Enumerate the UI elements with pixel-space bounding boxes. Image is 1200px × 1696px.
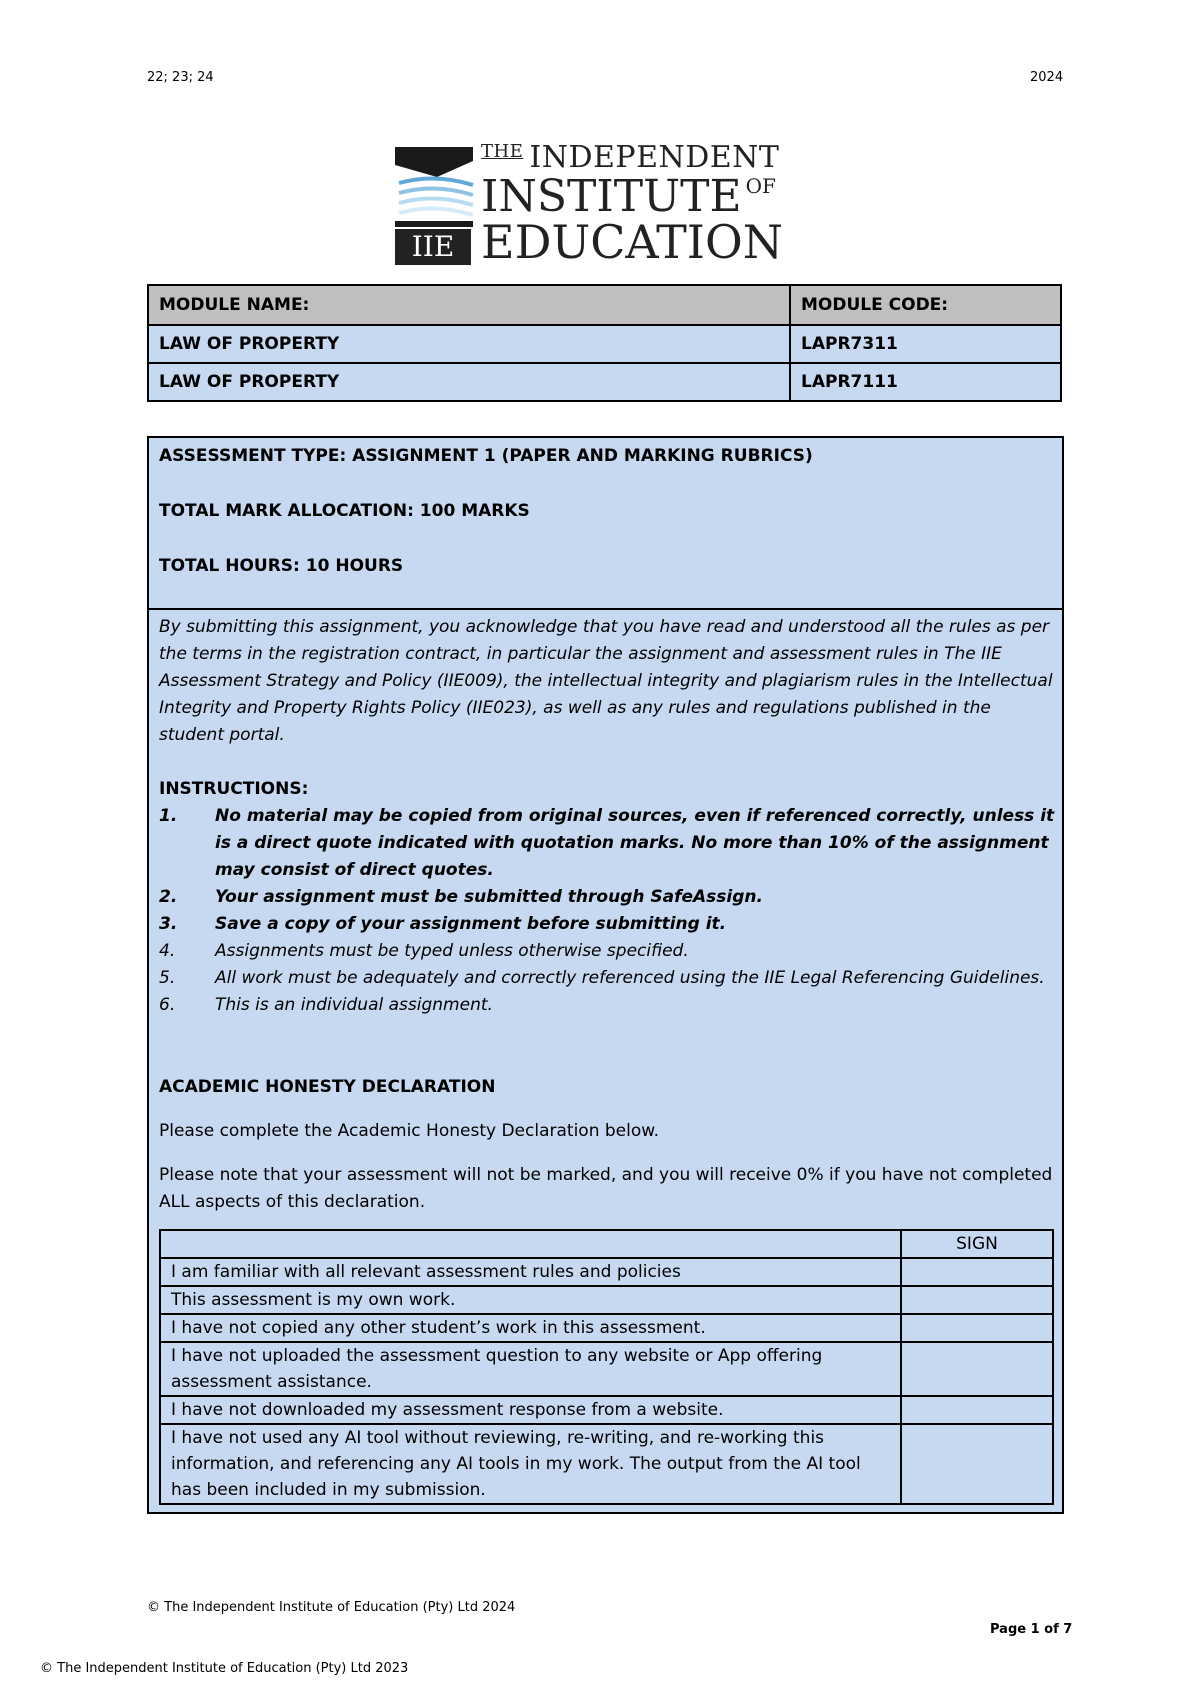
table-row	[160, 1314, 1053, 1342]
sign-cell[interactable]	[901, 1342, 1053, 1396]
total-marks: TOTAL MARK ALLOCATION: 100 MARKS	[159, 501, 530, 521]
declaration-table	[159, 1229, 1054, 1505]
list-item: 2. Your assignment must be submitted through SafeAssign.	[159, 887, 763, 907]
list-item: 1. No material may be copied from original sources, even if referenced correctly, unless it is a direct quote indicated with quotation marks. No more than 10% of the assignment may consist of direct quotes.	[159, 806, 1055, 880]
footer-copyright-2023: © The Independent Institute of Education (Pty) Ltd 2023	[40, 1661, 409, 1676]
acknowledgement-text: By submitting this assignment, you acknowledge that you have read and understood all the rules as per the terms in the registration contract, in particular the assignment and assessment rules in The IIE Assessment Strategy and Policy (IIE009), the intellectual integrity and plagiarism rules in the Intellectual Integrity and Property Rights Policy (IIE023), as well as any rules and regulations published in the student portal.	[159, 617, 1053, 745]
declaration-statement: I am familiar with all relevant assessment rules and policies	[160, 1258, 901, 1286]
list-item: 3. Save a copy of your assignment before submitting it.	[159, 914, 727, 934]
module-table-header	[148, 285, 1061, 325]
declaration-statement: I have not uploaded the assessment question to any website or App offering assessment assistance.	[160, 1342, 901, 1396]
assessment-box	[147, 436, 1064, 1514]
module-code-header: MODULE CODE:	[790, 285, 1061, 325]
logo-line1: INDEPENDENT	[529, 140, 780, 175]
total-hours: TOTAL HOURS: 10 HOURS	[159, 556, 404, 576]
module-code-cell: LAPR7111	[790, 363, 1061, 401]
book-icon	[395, 143, 475, 235]
logo-the: THE	[481, 141, 524, 162]
honesty-title: ACADEMIC HONESTY DECLARATION	[159, 1077, 496, 1097]
iie-abbreviation: IIE	[395, 229, 471, 265]
declaration-header-row	[160, 1230, 1053, 1258]
instructions-list	[159, 803, 1059, 1019]
header-left-text: 22; 23; 24	[147, 70, 214, 85]
logo-line3: EDUCATION	[481, 215, 783, 269]
declaration-statement: This assessment is my own work.	[160, 1286, 901, 1314]
footer-copyright: © The Independent Institute of Education (Pty) Ltd 2024	[147, 1600, 516, 1615]
table-row	[160, 1258, 1053, 1286]
declaration-statement: I have not downloaded my assessment response from a website.	[160, 1396, 901, 1424]
module-name-cell: LAW OF PROPERTY	[148, 363, 790, 401]
sign-cell[interactable]	[901, 1258, 1053, 1286]
table-row	[148, 363, 1061, 401]
sign-cell[interactable]	[901, 1424, 1053, 1504]
table-row	[160, 1286, 1053, 1314]
module-table	[147, 284, 1062, 402]
logo-of: OF	[745, 174, 776, 198]
sign-cell[interactable]	[901, 1286, 1053, 1314]
honesty-intro: Please complete the Academic Honesty Declaration below.	[159, 1121, 659, 1141]
sign-header: SIGN	[901, 1230, 1053, 1258]
instructions-title: INSTRUCTIONS:	[159, 779, 309, 799]
module-name-cell: LAW OF PROPERTY	[148, 325, 790, 363]
sign-cell[interactable]	[901, 1396, 1053, 1424]
sign-cell[interactable]	[901, 1314, 1053, 1342]
page-number: Page 1 of 7	[990, 1622, 1073, 1637]
declaration-statement: I have not copied any other student’s work in this assessment.	[160, 1314, 901, 1342]
table-row	[148, 325, 1061, 363]
table-row	[160, 1424, 1053, 1504]
table-row	[160, 1396, 1053, 1424]
honesty-note: Please note that your assessment will not be marked, and you will receive 0% if you have not completed ALL aspects of this declaration.	[159, 1165, 1053, 1212]
declaration-header-blank	[160, 1230, 901, 1258]
iie-logo	[395, 140, 815, 269]
assessment-summary	[149, 438, 1062, 610]
declaration-statement: I have not used any AI tool without reviewing, re-writing, and re-working this information, and referencing any AI tools in my work. The output from the AI tool has been included in my submission.	[160, 1424, 901, 1504]
list-item: 5. All work must be adequately and correctly referenced using the IIE Legal Referencing Guidelines.	[159, 968, 1045, 988]
list-item: 4. Assignments must be typed unless otherwise specified.	[159, 941, 689, 961]
header-right-year: 2024	[1030, 70, 1064, 85]
logo-line2: INSTITUTE	[481, 171, 742, 222]
module-name-header: MODULE NAME:	[148, 285, 790, 325]
table-row	[160, 1342, 1053, 1396]
module-code-cell: LAPR7311	[790, 325, 1061, 363]
list-item: 6. This is an individual assignment.	[159, 995, 493, 1015]
assessment-type: ASSESSMENT TYPE: ASSIGNMENT 1 (PAPER AND MARKING RUBRICS)	[159, 446, 813, 466]
